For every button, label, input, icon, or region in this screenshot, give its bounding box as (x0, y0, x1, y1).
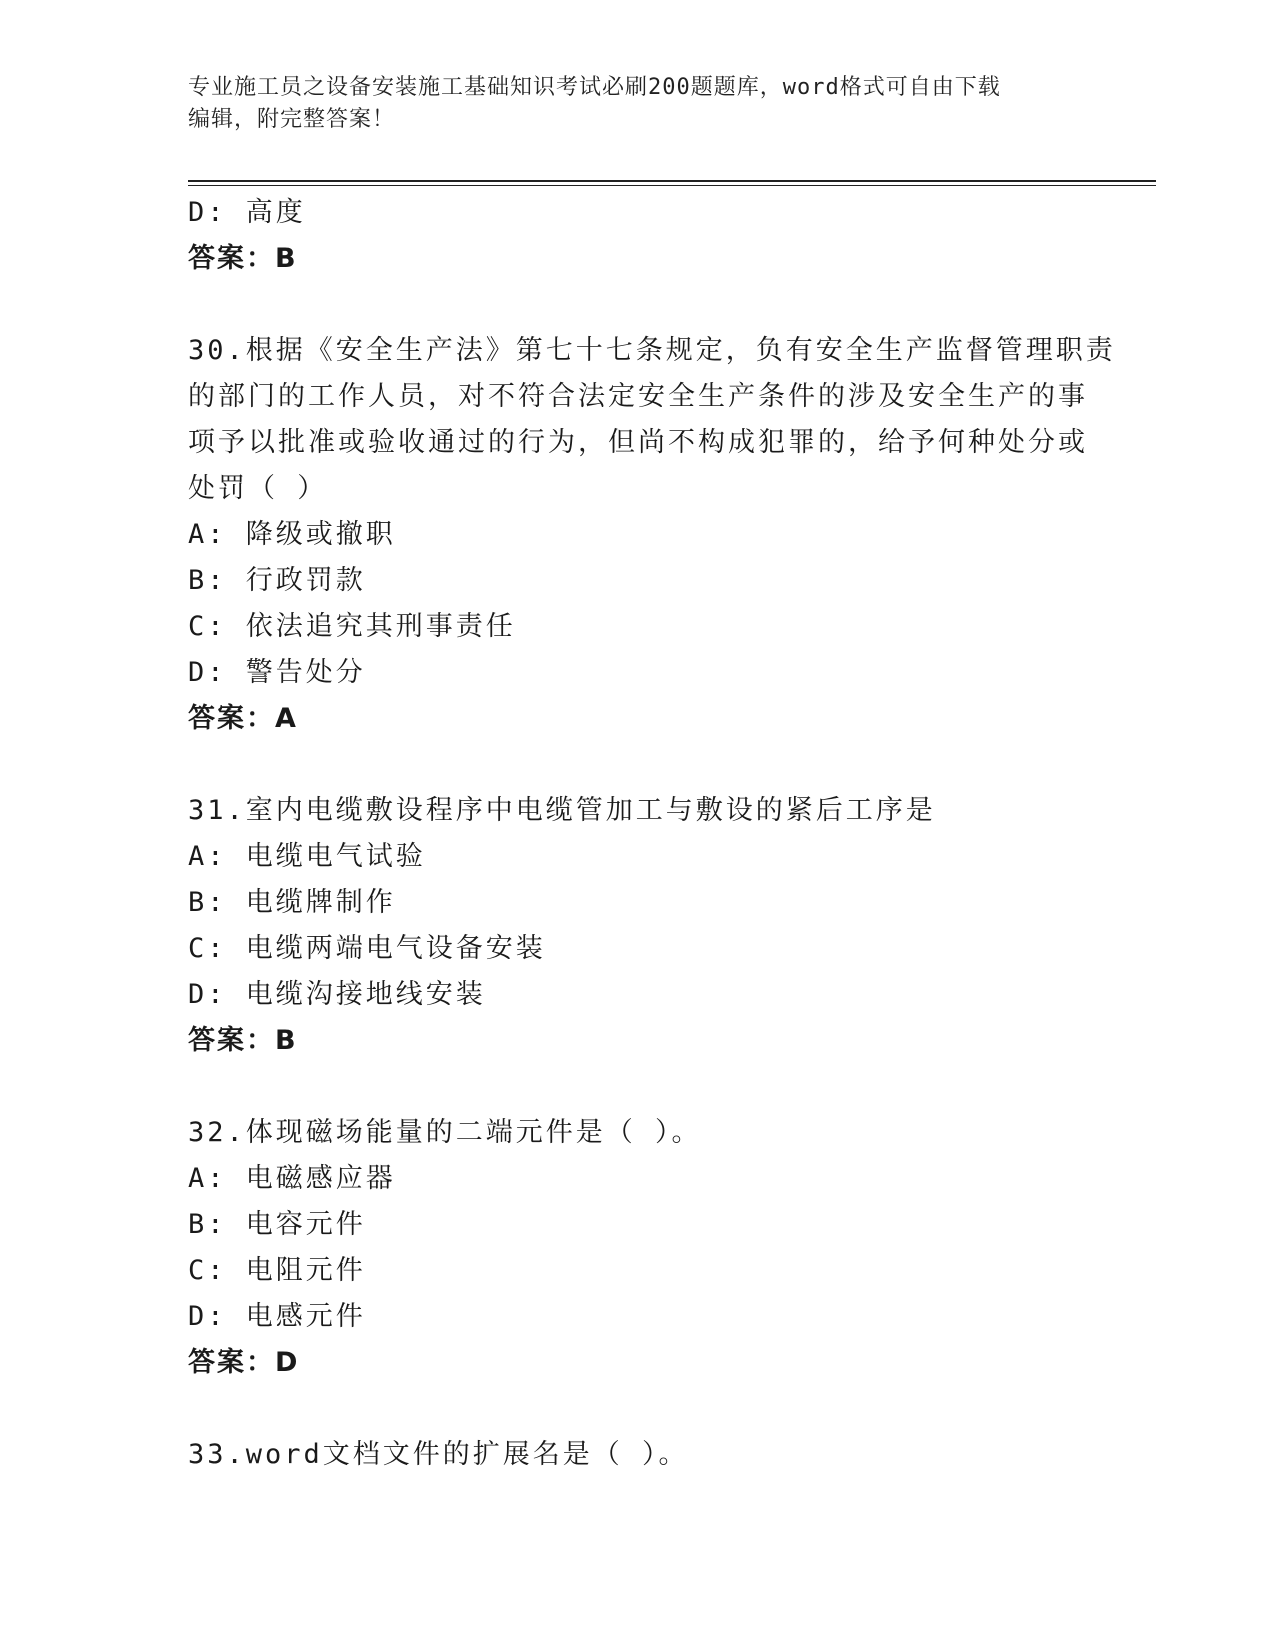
question-30-option-c: C: 依法追究其刑事责任 (188, 611, 516, 642)
question-31-text-1: 31.室内电缆敷设程序中电缆管加工与敷设的紧后工序是 (188, 795, 936, 826)
question-32-option-b: B: 电容元件 (188, 1209, 366, 1240)
prev-answer: 答案：B (188, 243, 298, 274)
spacer (188, 742, 1088, 788)
header-rule-thin (188, 185, 1156, 186)
question-30-text-2: 的部门的工作人员，对不符合法定安全生产条件的涉及安全生产的事 (188, 381, 1088, 412)
spacer (188, 1064, 1088, 1110)
question-33-text-1: 33.word文档文件的扩展名是（ ）。 (188, 1439, 689, 1470)
question-31-option-d: D: 电缆沟接地线安装 (188, 979, 486, 1010)
question-32-option-d: D: 电感元件 (188, 1301, 366, 1332)
question-31-option-a: A: 电缆电气试验 (188, 841, 426, 872)
question-31 (188, 788, 1088, 1064)
question-30-text-3: 项予以批准或验收通过的行为，但尚不构成犯罪的，给予何种处分或 (188, 427, 1088, 458)
question-30-option-a: A: 降级或撤职 (188, 519, 396, 550)
header-line-1: 专业施工员之设备安装施工基础知识考试必刷200题题库，word格式可自由下载 (188, 75, 1001, 100)
question-31-option-c: C: 电缆两端电气设备安装 (188, 933, 546, 964)
question-30-option-b: B: 行政罚款 (188, 565, 366, 596)
question-32-option-c: C: 电阻元件 (188, 1255, 366, 1286)
header-line-2: 编辑，附完整答案！ (188, 107, 396, 132)
question-30 (188, 328, 1116, 742)
question-32 (188, 1110, 1088, 1386)
question-30-text-1: 30.根据《安全生产法》第七十七条规定，负有安全生产监督管理职责 (188, 335, 1116, 366)
prev-option-d: D: 高度 (188, 197, 306, 228)
question-30-text-4: 处罚（ ） (188, 473, 328, 504)
spacer (188, 282, 1088, 328)
question-31-option-b: B: 电缆牌制作 (188, 887, 396, 918)
question-list (188, 190, 1116, 1478)
question-30-option-d: D: 警告处分 (188, 657, 366, 688)
spacer (188, 1386, 1088, 1432)
question-32-text-1: 32.体现磁场能量的二端元件是（ ）。 (188, 1117, 702, 1148)
question-31-answer: 答案：B (188, 1025, 298, 1056)
header-rule-thick (188, 180, 1156, 182)
page-header (188, 72, 1088, 136)
question-32-answer: 答案：D (188, 1347, 300, 1378)
question-33 (188, 1432, 1088, 1478)
question-30-answer: 答案：A (188, 703, 298, 734)
question-32-option-a: A: 电磁感应器 (188, 1163, 396, 1194)
